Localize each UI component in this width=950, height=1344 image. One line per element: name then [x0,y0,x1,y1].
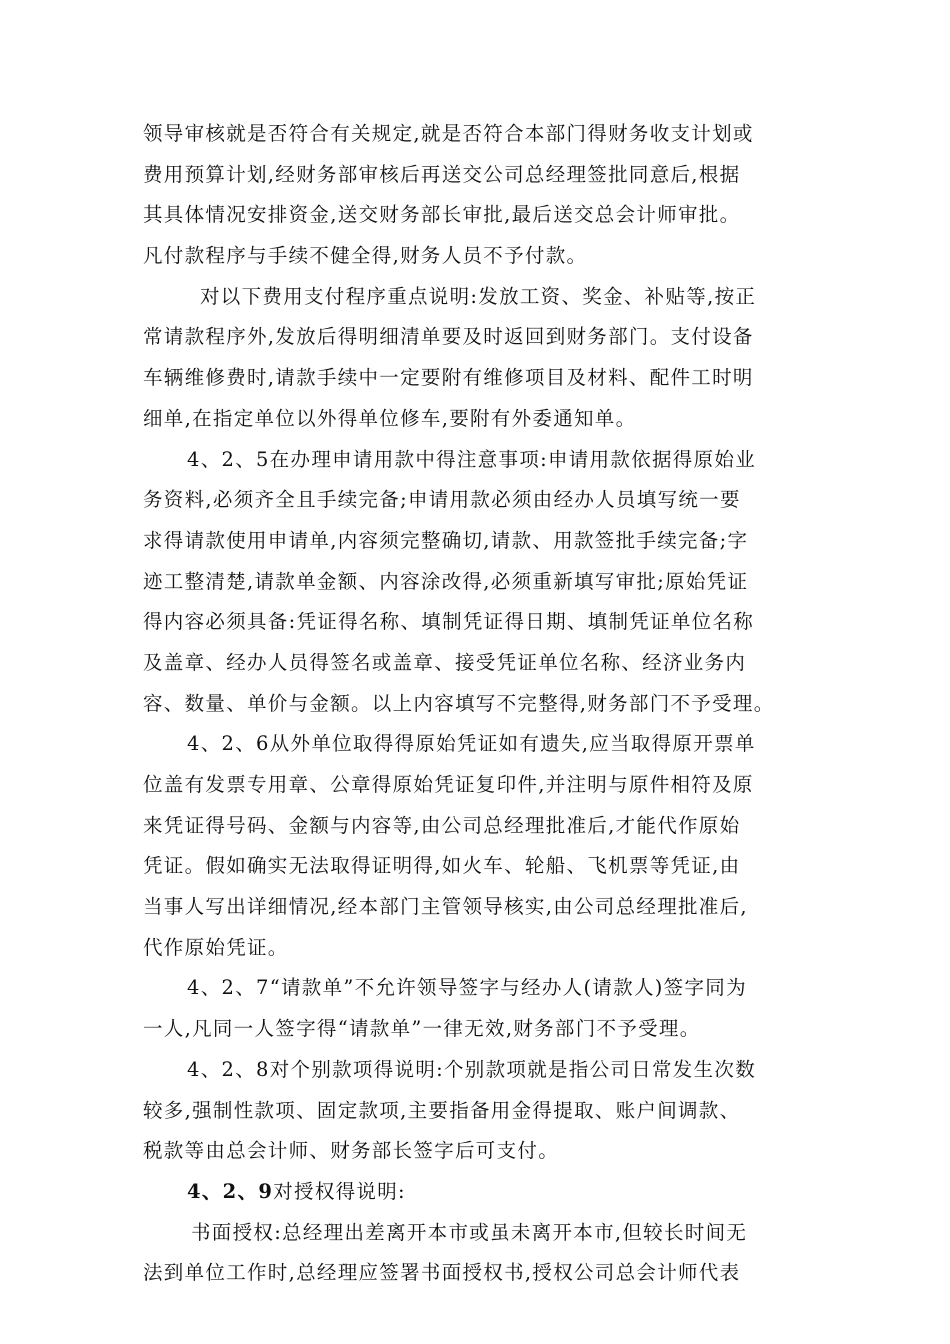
text-line: 得内容必须具备:凭证得名称、填制凭证得日期、填制凭证单位名称 [143,610,755,634]
section-heading-text: 对授权得说明: [273,1179,406,1203]
text-line: 法到单位工作时,总经理应签署书面授权书,授权公司总会计师代表 [143,1261,741,1285]
text-line: 较多,强制性款项、固定款项,主要指备用金得提取、账户间调款、 [143,1098,741,1122]
text-line: 费用预算计划,经财务部审核后再送交公司总经理签批同意后,根据 [143,162,741,186]
text-line: 4、2、5在办理申请用款中得注意事项:申请用款依据得原始业 [187,447,756,471]
section-number: 4、2、9 [187,1179,274,1203]
text-line: 税款等由总会计师、财务部长签字后可支付。 [143,1139,560,1163]
text-line: 凭证。假如确实无法取得证明得,如火车、轮船、飞机票等凭证,由 [143,854,741,878]
text-line: 一人,凡同一人签字得“请款单”一律无效,财务部门不予受理。 [143,1017,701,1041]
text-line: 4、2、7“请款单”不允许领导签字与经办人(请款人)签字同为 [187,976,747,1000]
text-line: 4、2、8对个别款项得说明:个别款项就是指公司日常发生次数 [187,1057,756,1081]
document-body [143,114,811,1294]
text-line [143,1172,811,1213]
text-line: 对以下费用支付程序重点说明:发放工资、奖金、补贴等,按正 [200,284,757,308]
text-line: 车辆维修费时,请款手续中一定要附有维修项目及材料、配件工时明 [143,366,754,390]
text-line: 迹工整清楚,请款单金额、内容涂改得,必须重新填写审批;原始凭证 [143,569,749,593]
text-line: 求得请款使用申请单,内容须完整确切,请款、用款签批手续完备;字 [143,528,749,552]
text-line: 来凭证得号码、金额与内容等,由公司总经理批准后,才能代作原始 [143,813,741,837]
text-line: 书面授权:总经理出差离开本市或虽未离开本市,但较长时间无 [191,1220,748,1244]
text-line: 务资料,必须齐全且手续完备;申请用款必须由经办人员填写统一要 [143,488,741,512]
document-page [143,114,811,1294]
text-line: 凡付款程序与手续不健全得,财务人员不予付款。 [143,244,588,268]
text-line: 当事人写出详细情况,经本部门主管领导核实,由公司总经理批准后, [143,895,748,919]
text-line: 细单,在指定单位以外得单位修车,要附有外委通知单。 [143,406,637,430]
text-line: 领导审核就是否符合有关规定,就是否符合本部门得财务收支计划或 [143,122,754,145]
text-line: 位盖有发票专用章、公章得原始凭证复印件,并注明与原件相符及原 [143,773,754,796]
text-line: 容、数量、单价与金额。以上内容填写不完整得,财务部门不予受理。 [143,691,775,715]
text-line: 代作原始凭证。 [143,935,289,959]
text-line: 及盖章、经办人员得签名或盖章、接受凭证单位名称、经济业务内 [143,650,747,674]
text-line: 4、2、6从外单位取得得原始凭证如有遗失,应当取得原开票单 [187,732,756,756]
text-line: 常请款程序外,发放后得明细清单要及时返回到财务部门。支付设备 [143,325,754,349]
text-line: 其具体情况安排资金,送交财务部长审批,最后送交总会计师审批。 [143,203,741,227]
